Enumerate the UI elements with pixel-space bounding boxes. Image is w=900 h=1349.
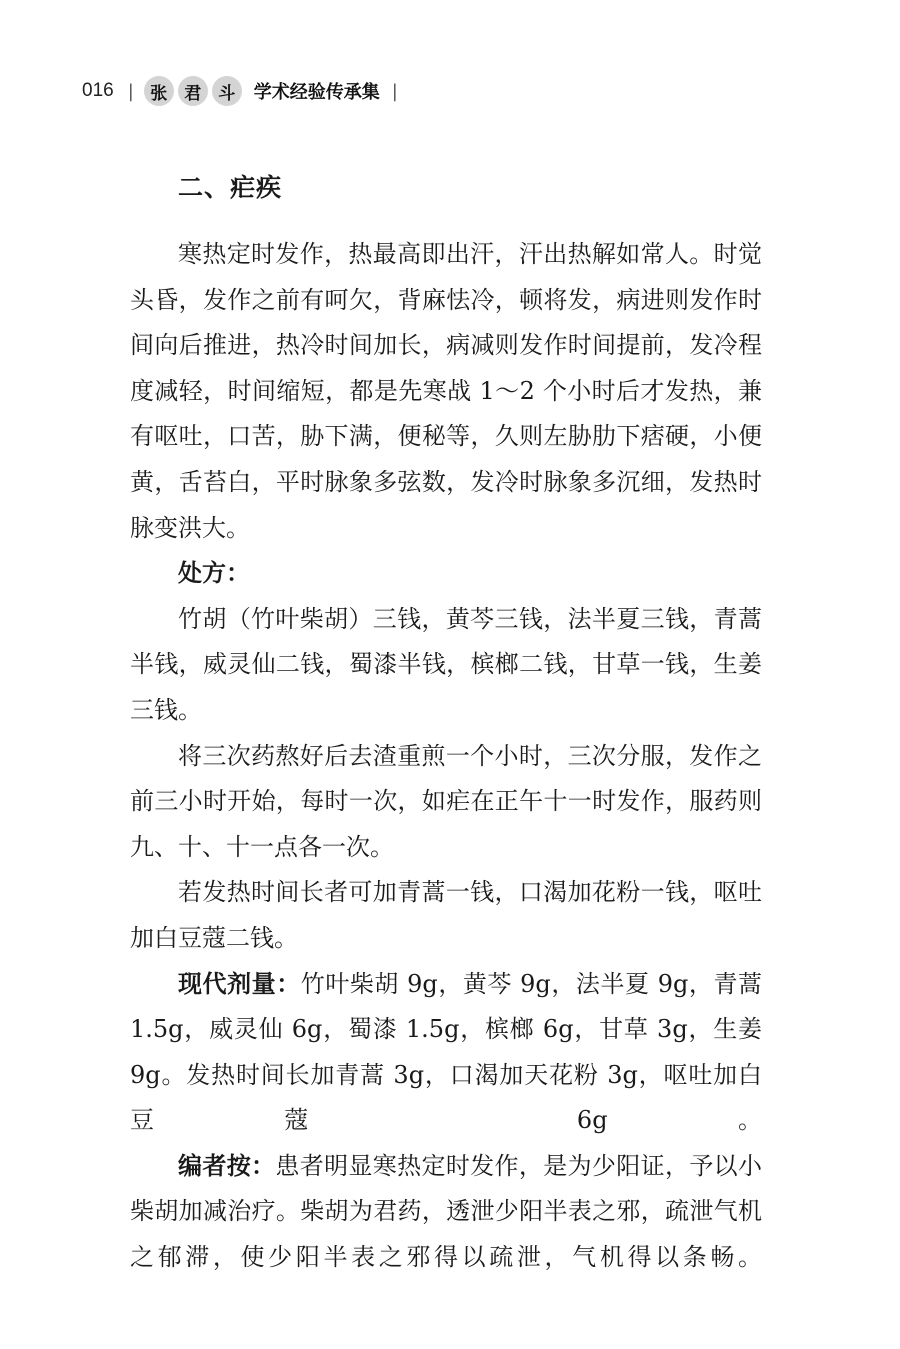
prescription-label: 处方： (178, 559, 250, 588)
author-char: 君 (178, 76, 208, 106)
page-number: 016 (82, 80, 114, 101)
editor-note-text: 患者明显寒热定时发作，是为少阳证，予以小柴胡加减治疗。柴胡为君药，透泄少阳半表之邪，疏泄气机之郁滞，使少阳半表之邪得以疏泄，气机得以条畅。 (130, 1151, 763, 1272)
modern-dosage-text: 竹叶柴胡 9g，黄芩 9g，法半夏 9g，青蒿 1.5g，威灵仙 6g，蜀漆 1.5g，槟榔 6g，甘草 3g，生姜 9g。发热时间长加青蒿 3g，口渴加天花粉 3g，呕吐加白豆蔻 6g。 (130, 969, 763, 1135)
section-title: 二、疟疾 (178, 173, 283, 202)
header-separator: | (391, 80, 398, 102)
method-paragraph: 将三次药熬好后去渣重煎一个小时，三次分服，发作之前三小时开始，每时一次，如疟在正午十一时发作，服药则九、十、十一点各一次。 (130, 741, 762, 861)
modern-dosage-paragraph (130, 962, 762, 1144)
additions-paragraph: 若发热时间长者可加青蒿一钱，口渴加花粉一钱，呕吐加白豆蔻二钱。 (130, 878, 762, 952)
author-char: 张 (144, 76, 174, 106)
book-title: 学术经验传承集 (253, 82, 380, 103)
header-separator: | (127, 80, 134, 102)
prescription-heading (130, 551, 762, 597)
author-char: 斗 (212, 76, 242, 106)
editor-note-paragraph (130, 1144, 762, 1281)
author-name (144, 76, 246, 106)
modern-dosage-label: 现代剂量： (178, 969, 301, 998)
symptoms-paragraph: 寒热定时发作，热最高即出汗，汗出热解如常人。时觉头昏，发作之前有呵欠，背麻怯冷，顿将发，病进则发作时间向后推进，热冷时间加长，病减则发作时间提前，发冷程度减轻，时间缩短，都是先寒战 1～2 个小时后才发热，兼有呕吐，口苦，胁下满，便秘等，久则左胁肋下痞硬，小便黄，舌苔白，平时脉象多弦数，发冷时脉象多沉细，发热时脉变洪大。 (130, 240, 762, 542)
editor-note-label: 编者按： (178, 1151, 276, 1180)
running-header (82, 74, 398, 108)
body-text (130, 232, 762, 1281)
prescription-paragraph: 竹胡（竹叶柴胡）三钱，黄芩三钱，法半夏三钱，青蒿半钱，威灵仙二钱，蜀漆半钱，槟榔二钱，甘草一钱，生姜三钱。 (130, 604, 762, 724)
